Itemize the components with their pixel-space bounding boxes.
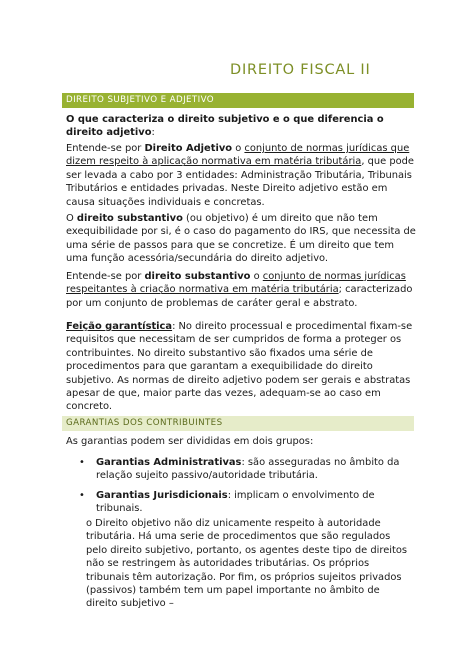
p2-term: direito substantivo [76, 213, 183, 224]
p1-text-c: o [232, 143, 245, 154]
question-paragraph [66, 113, 416, 140]
list-item-term: Garantias Administrativas [96, 457, 242, 468]
p1-text-a: Entende-se por [66, 143, 145, 154]
p1-text-e: , que pode ser levada a cabo por 3 entidades: Administração Tributária, Tribunais Tributários e entidades privadas. Neste Direito adjetivo estão em causa situações individuais e concretas. [66, 156, 414, 208]
section-heading-garantias: GARANTIAS DOS CONTRIBUINTES [62, 416, 414, 431]
paragraph-direito-objetivo: o Direito objetivo não diz unicamente respeito à autoridade tributária. Há uma serie de procedimentos que são regulados pelo direito subjetivo, portanto, os agentes deste tipo de direitos não se restringem às autoridades tributárias. Os próprios tribunais têm autorização. Por fim, os próprios sujeitos privados (passivos) também tem um papel importante no âmbito de direito subjetivo – [86, 518, 408, 610]
section-heading-direito-subjetivo: DIREITO SUBJETIVO E ADJETIVO [62, 93, 414, 108]
question-text: O que caracteriza o direito subjetivo e o que diferencia o direito adjetivo [66, 114, 384, 139]
question-colon: : [151, 127, 155, 139]
p2-text-c: (ou objetivo) é um direito que não tem exequibilidade por si, é o caso do pagamento do IRS, que necessita de uma série de passos para que se concretize. É um direito que tem uma função acessória/secundária do direito adjetivo. [66, 213, 416, 265]
bullet-icon: • [79, 457, 85, 468]
list-item-garantias-jurisdicionais [66, 489, 406, 516]
p1-definition: conjunto de normas jurídicas que dizem respeito à aplicação normativa em matéria tributária [66, 143, 410, 168]
list-item-term: Garantias Jurisdicionais [96, 489, 228, 501]
paragraph-direito-substantivo-definition [66, 270, 416, 310]
document-title: DIREITO FISCAL II [230, 62, 371, 78]
list-item-text: : são asseguradas no âmbito da relação sujeito passivo/autoridade tributária. [96, 457, 400, 482]
paragraph-direito-adjetivo [66, 142, 416, 209]
guarantees-list [66, 456, 406, 522]
paragraph-garantias-intro: As garantias podem ser divididas em dois grupos: [66, 436, 314, 447]
p2-text-a: O [66, 213, 77, 224]
list-item-text: : implicam o envolvimento de tribunais. [96, 489, 375, 515]
p3-text-a: Entende-se por [66, 271, 145, 282]
paragraph-feicao-garantistica [66, 320, 416, 414]
bullet-icon: • [79, 489, 85, 501]
p1-term: Direito Adjetivo [144, 143, 233, 154]
p3-term: direito substantivo [144, 271, 251, 282]
p3-text-e: ; caracterizado por um conjunto de problemas de caráter geral e abstrato. [66, 284, 413, 309]
p4-term: Feição garantística [66, 321, 173, 332]
p3-definition: conjunto de normas jurídicas respeitantes à criação normativa em matéria tributária [66, 271, 406, 296]
p4-text: : No direito processual e procedimental fixam-se requisitos que necessitam de ser cumpridos de forma a proteger os contribuintes. No direito substantivo são fixados uma série de procedimentos para que garantam a exequibilidade do direito subjetivo. As normas de direito adjetivo podem ser gerais e abstratas apesar de que, maior parte das vezes, adequam-se ao caso em concreto. [66, 321, 413, 413]
paragraph-direito-substantivo [66, 212, 416, 266]
p3-text-c: o [250, 271, 263, 282]
list-item-garantias-administrativas [66, 456, 406, 483]
